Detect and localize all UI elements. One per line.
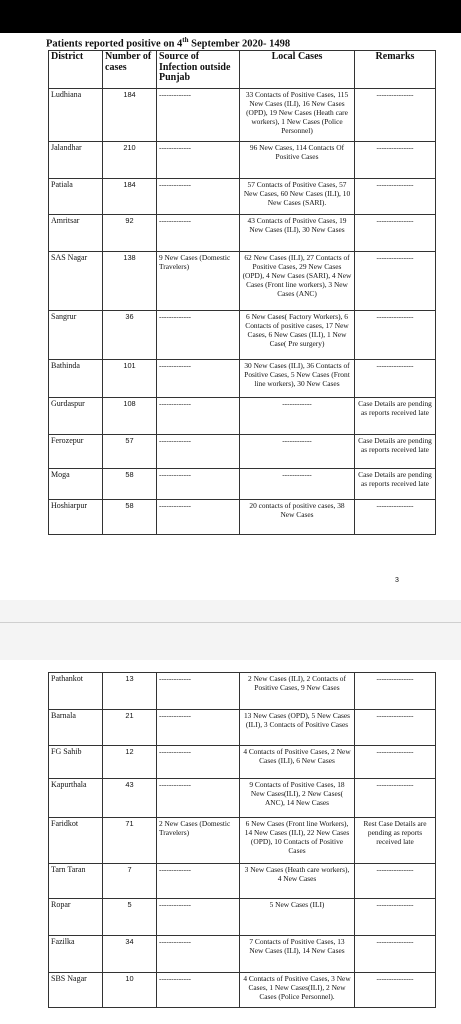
table-row (49, 360, 436, 398)
case-count-cell: 10 (103, 973, 157, 1008)
local-cases-cell: 30 New Cases (ILI), 36 Contacts of Positive Cases, 5 New Cases (Front line workers), 30 New Cases (240, 360, 355, 398)
case-count-cell: 7 (103, 864, 157, 899)
district-cell: Ropar (49, 899, 103, 936)
source-cell: ------------- (157, 710, 240, 746)
local-cases-cell: 2 New Cases (ILI), 2 Contacts of Positive Cases, 9 New Cases (240, 673, 355, 710)
remarks-cell: --------------- (355, 89, 436, 142)
district-cell: Fazilka (49, 936, 103, 973)
district-cell: Faridkot (49, 818, 103, 864)
source-cell: ------------- (157, 435, 240, 469)
district-cell: Hoshiarpur (49, 500, 103, 535)
case-count-cell: 92 (103, 215, 157, 252)
local-cases-cell: 43 Contacts of Positive Cases, 19 New Cases (ILI), 30 New Cases (240, 215, 355, 252)
district-cell: Ludhiana (49, 89, 103, 142)
case-count-cell: 210 (103, 142, 157, 179)
local-cases-cell: 4 Contacts of Positive Cases, 3 New Cases, 1 New Cases(ILI), 2 New Cases (Police Personnel). (240, 973, 355, 1008)
district-cell: FG Sahib (49, 746, 103, 779)
top-black-bar (0, 0, 461, 33)
district-cell: Barnala (49, 710, 103, 746)
case-count-cell: 13 (103, 673, 157, 710)
source-cell: ------------- (157, 398, 240, 435)
header-number: Number of cases (103, 51, 157, 89)
district-cell: Kapurthala (49, 779, 103, 818)
local-cases-cell: ------------ (240, 435, 355, 469)
source-cell: ------------- (157, 779, 240, 818)
table-row (49, 818, 436, 864)
source-cell: ------------- (157, 215, 240, 252)
remarks-cell: --------------- (355, 746, 436, 779)
local-cases-cell: 13 New Cases (OPD), 5 New Cases (ILI), 3 Contacts of Positive Cases (240, 710, 355, 746)
table-row (49, 398, 436, 435)
remarks-cell: --------------- (355, 710, 436, 746)
table-row (49, 500, 436, 535)
remarks-cell: --------------- (355, 973, 436, 1008)
page-divider (0, 622, 461, 623)
case-count-cell: 5 (103, 899, 157, 936)
district-cell: Jalandhar (49, 142, 103, 179)
case-count-cell: 101 (103, 360, 157, 398)
source-cell: 9 New Cases (Domestic Travelers) (157, 252, 240, 311)
source-cell: ------------- (157, 936, 240, 973)
source-cell: ------------- (157, 469, 240, 500)
table-row (49, 215, 436, 252)
district-cell: SBS Nagar (49, 973, 103, 1008)
remarks-cell: --------------- (355, 673, 436, 710)
remarks-cell: --------------- (355, 252, 436, 311)
district-cell: SAS Nagar (49, 252, 103, 311)
source-cell: ------------- (157, 360, 240, 398)
local-cases-cell: 33 Contacts of Positive Cases, 115 New Cases (ILI), 16 New Cases (OPD), 19 New Cases (Heath care workers), 1 New Cases (Police Personnel) (240, 89, 355, 142)
case-count-cell: 71 (103, 818, 157, 864)
district-cell: Pathankot (49, 673, 103, 710)
table-row (49, 746, 436, 779)
page-title: Patients reported positive on 4th September 2020- 1498 (46, 36, 291, 50)
remarks-cell: --------------- (355, 936, 436, 973)
case-count-cell: 108 (103, 398, 157, 435)
local-cases-cell: 9 Contacts of Positive Cases, 18 New Cases(ILI), 2 New Cases( ANC), 14 New Cases (240, 779, 355, 818)
table-row (49, 936, 436, 973)
header-local: Local Cases (240, 51, 355, 89)
table-row (49, 899, 436, 936)
case-count-cell: 21 (103, 710, 157, 746)
source-cell: ------------- (157, 673, 240, 710)
table-row (49, 311, 436, 360)
remarks-cell: Case Details are pending as reports received late (355, 469, 436, 500)
source-cell: ------------- (157, 973, 240, 1008)
header-district: District (49, 51, 103, 89)
table-row (49, 864, 436, 899)
local-cases-cell: 57 Contacts of Positive Cases, 57 New Cases, 60 New Cases (ILI), 10 New Cases (SARI). (240, 179, 355, 215)
remarks-cell: --------------- (355, 864, 436, 899)
case-count-cell: 184 (103, 89, 157, 142)
case-count-cell: 12 (103, 746, 157, 779)
remarks-cell: Case Details are pending as reports received late (355, 435, 436, 469)
table-header-row (49, 51, 436, 89)
case-count-cell: 57 (103, 435, 157, 469)
local-cases-cell: 3 New Cases (Heath care workers), 4 New Cases (240, 864, 355, 899)
case-count-cell: 184 (103, 179, 157, 215)
local-cases-cell: 7 Contacts of Positive Cases, 13 New Cases (ILI), 14 New Cases (240, 936, 355, 973)
page-number: 3 (395, 577, 399, 584)
case-count-cell: 43 (103, 779, 157, 818)
table-row (49, 469, 436, 500)
table-row (49, 673, 436, 710)
district-cell: Tarn Taran (49, 864, 103, 899)
table-row (49, 779, 436, 818)
district-cell: Patiala (49, 179, 103, 215)
district-cell: Amritsar (49, 215, 103, 252)
local-cases-cell: 62 New Cases (ILI), 27 Contacts of Positive Cases, 29 New Cases (OPD), 4 New Cases (SARI), 4 New Cases (Front line workers), 3 New Cases (ANC) (240, 252, 355, 311)
local-cases-cell: 6 New Cases( Factory Workers), 6 Contacts of positive cases, 17 New Cases, 6 New Cases (ILI), 1 New Case( Pre surgery) (240, 311, 355, 360)
local-cases-cell: 4 Contacts of Positive Cases, 2 New Cases (ILI), 6 New Cases (240, 746, 355, 779)
header-remarks: Remarks (355, 51, 436, 89)
table-row (49, 973, 436, 1008)
table-row (49, 710, 436, 746)
district-cell: Sangrur (49, 311, 103, 360)
remarks-cell: --------------- (355, 311, 436, 360)
table-row (49, 179, 436, 215)
district-cell: Bathinda (49, 360, 103, 398)
source-cell: ------------- (157, 89, 240, 142)
table-row (49, 435, 436, 469)
case-count-cell: 36 (103, 311, 157, 360)
remarks-cell: --------------- (355, 179, 436, 215)
district-cell: Moga (49, 469, 103, 500)
source-cell: ------------- (157, 899, 240, 936)
table-row (49, 252, 436, 311)
remarks-cell: --------------- (355, 360, 436, 398)
source-cell: ------------- (157, 179, 240, 215)
remarks-cell: Rest Case Details are pending as reports received late (355, 818, 436, 864)
remarks-cell: --------------- (355, 899, 436, 936)
district-cell: Gurdaspur (49, 398, 103, 435)
local-cases-cell: 5 New Cases (ILI) (240, 899, 355, 936)
source-cell: ------------- (157, 746, 240, 779)
local-cases-cell: 6 New Cases (Front line Workers), 14 New Cases (ILI), 22 New Cases (OPD), 10 Contacts of Positive Cases (240, 818, 355, 864)
local-cases-cell: 96 New Cases, 114 Contacts Of Positive Cases (240, 142, 355, 179)
remarks-cell: --------------- (355, 779, 436, 818)
cases-table-page-3 (48, 50, 436, 535)
case-count-cell: 34 (103, 936, 157, 973)
source-cell: ------------- (157, 311, 240, 360)
remarks-cell: --------------- (355, 142, 436, 179)
case-count-cell: 58 (103, 469, 157, 500)
local-cases-cell: ------------ (240, 398, 355, 435)
remarks-cell: Case Details are pending as reports received late (355, 398, 436, 435)
remarks-cell: --------------- (355, 215, 436, 252)
local-cases-cell: ------------ (240, 469, 355, 500)
source-cell: ------------- (157, 142, 240, 179)
case-count-cell: 58 (103, 500, 157, 535)
district-cell: Ferozepur (49, 435, 103, 469)
case-count-cell: 138 (103, 252, 157, 311)
source-cell: ------------- (157, 864, 240, 899)
table-row (49, 142, 436, 179)
source-cell: ------------- (157, 500, 240, 535)
remarks-cell: --------------- (355, 500, 436, 535)
table-row (49, 89, 436, 142)
header-source: Source of Infection outside Punjab (157, 51, 240, 89)
local-cases-cell: 20 contacts of positive cases, 38 New Cases (240, 500, 355, 535)
page-gap (0, 600, 461, 660)
cases-table-page-4 (48, 672, 436, 1008)
source-cell: 2 New Cases (Domestic Travelers) (157, 818, 240, 864)
